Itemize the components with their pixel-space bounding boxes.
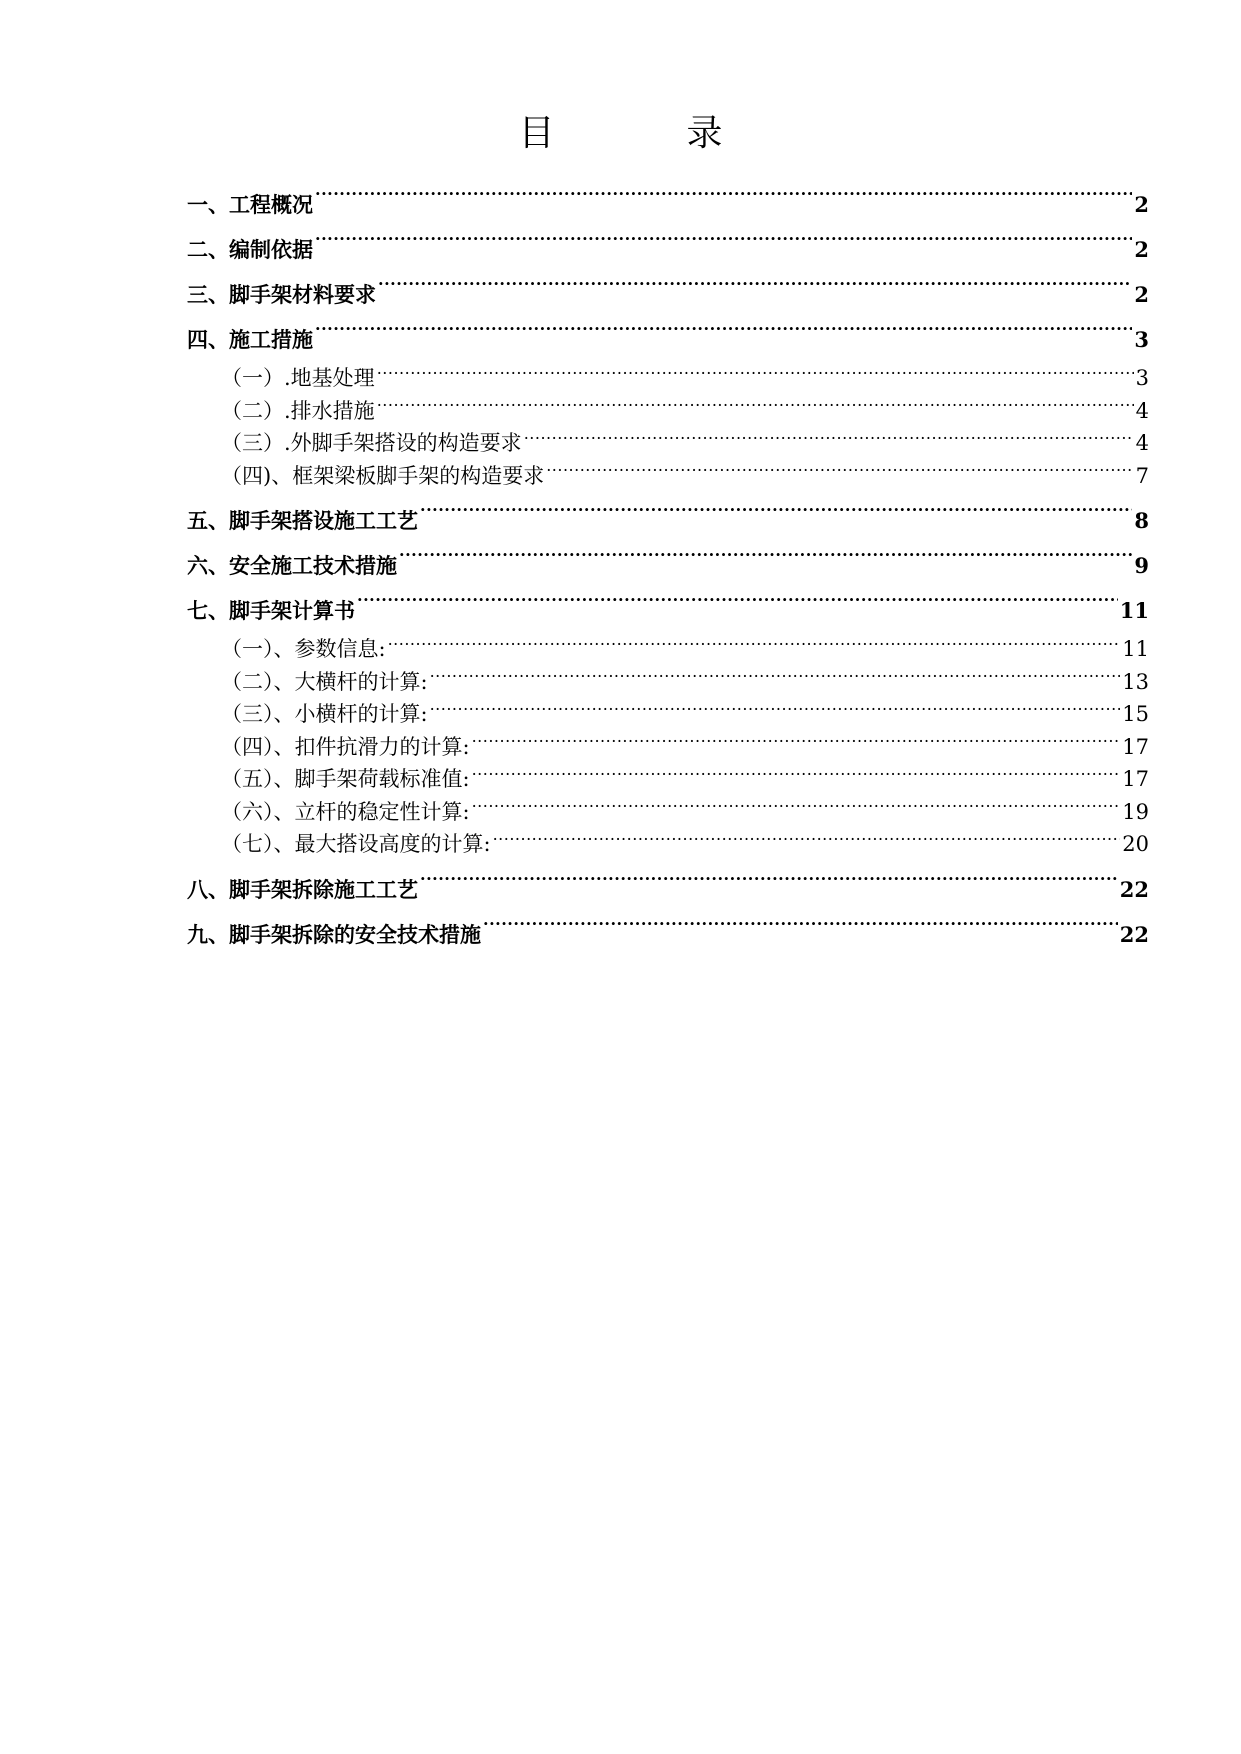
toc-entry-text: 七、脚手架计算书: [187, 598, 355, 623]
toc-subsection-entry[interactable]: [187, 698, 1149, 731]
toc-dot-leader: [315, 236, 1132, 257]
toc-entry-text: 六、安全施工技术措施: [187, 553, 397, 578]
toc-entry-text: （四）、扣件抗滑力的计算:: [221, 734, 470, 759]
toc-dot-leader: [315, 326, 1132, 347]
toc-entry-text: （一）.地基处理: [221, 366, 375, 390]
toc-subsection-entry[interactable]: [187, 362, 1149, 395]
toc-section-entry[interactable]: [187, 588, 1149, 633]
toc-entry-text: 五、脚手架搭设施工工艺: [187, 508, 418, 533]
toc-page-number: 3: [1134, 327, 1149, 352]
toc-subsection-entry[interactable]: [187, 763, 1149, 796]
toc-entry-text: （三）、小横杆的计算:: [221, 702, 428, 726]
toc-page-number: 13: [1122, 669, 1149, 694]
toc-section-entry[interactable]: [187, 912, 1149, 957]
toc-page-number: 2: [1134, 237, 1149, 262]
toc-subsection-entry[interactable]: [187, 427, 1149, 460]
toc-dot-leader: [493, 830, 1121, 851]
toc-page-number: 15: [1122, 702, 1149, 726]
toc-dot-leader: [377, 397, 1134, 418]
toc-dot-leader: [357, 597, 1118, 618]
toc-section-entry[interactable]: [187, 867, 1149, 912]
toc-section-entry[interactable]: [187, 272, 1149, 317]
toc-dot-leader: [399, 552, 1132, 573]
toc-page-number: 7: [1135, 463, 1149, 488]
toc-entry-text: （四)、框架梁板脚手架的构造要求: [221, 463, 545, 488]
toc-page-number: 22: [1119, 876, 1149, 902]
toc-dot-leader: [546, 462, 1133, 483]
table-of-contents: [187, 182, 1149, 957]
toc-page-number: 20: [1122, 832, 1149, 856]
toc-dot-leader: [315, 191, 1132, 212]
toc-page-number: 2: [1134, 282, 1149, 307]
toc-title: 目 录: [518, 113, 771, 154]
toc-entry-text: 二、编制依据: [187, 237, 313, 262]
toc-dot-leader: [378, 281, 1132, 302]
toc-subsection-entry[interactable]: [187, 395, 1149, 428]
toc-section-entry[interactable]: [187, 543, 1149, 588]
toc-section-entry[interactable]: [187, 227, 1149, 272]
toc-entry-text: （二）.排水措施: [221, 398, 375, 423]
toc-dot-leader: [472, 798, 1121, 819]
toc-subsection-entry[interactable]: [187, 731, 1149, 764]
toc-page-number: 4: [1135, 431, 1149, 455]
toc-entry-text: （五）、脚手架荷载标准值:: [221, 767, 470, 791]
toc-page-number: 11: [1119, 598, 1149, 623]
toc-page-number: 17: [1122, 734, 1149, 759]
toc-dot-leader: [524, 429, 1134, 450]
toc-dot-leader: [483, 921, 1118, 942]
toc-subsection-entry[interactable]: [187, 796, 1149, 829]
toc-dot-leader: [420, 507, 1132, 528]
toc-entry-text: 四、施工措施: [187, 327, 313, 352]
toc-dot-leader: [388, 635, 1121, 656]
toc-entry-text: （七）、最大搭设高度的计算:: [221, 832, 491, 856]
toc-entry-text: （六）、立杆的稳定性计算:: [221, 799, 470, 824]
toc-page-number: 4: [1135, 398, 1149, 423]
toc-section-entry[interactable]: [187, 498, 1149, 543]
toc-entry-text: （一）、参数信息:: [221, 637, 386, 661]
toc-page-number: 11: [1122, 637, 1149, 661]
toc-subsection-entry[interactable]: [187, 460, 1149, 493]
toc-section-entry[interactable]: [187, 182, 1149, 227]
toc-page-number: 19: [1122, 799, 1149, 824]
toc-dot-leader: [472, 733, 1121, 754]
toc-dot-leader: [472, 765, 1121, 786]
toc-page-number: 2: [1134, 192, 1149, 217]
toc-page-number: 9: [1134, 553, 1149, 578]
toc-page-number: 3: [1135, 366, 1149, 390]
toc-page-number: 17: [1122, 767, 1149, 791]
toc-section-entry[interactable]: [187, 317, 1149, 362]
toc-dot-leader: [377, 364, 1134, 385]
toc-page-number: 8: [1134, 508, 1149, 533]
toc-page-number: 22: [1119, 921, 1149, 947]
toc-dot-leader: [420, 876, 1118, 897]
toc-subsection-entry[interactable]: [187, 666, 1149, 699]
toc-entry-text: （三）.外脚手架搭设的构造要求: [221, 431, 522, 455]
toc-dot-leader: [430, 700, 1121, 721]
toc-subsection-entry[interactable]: [187, 828, 1149, 861]
toc-entry-text: 八、脚手架拆除施工工艺: [187, 876, 418, 902]
toc-entry-text: 九、脚手架拆除的安全技术措施: [187, 921, 481, 947]
toc-entry-text: 一、工程概况: [187, 192, 313, 217]
toc-entry-text: 三、脚手架材料要求: [187, 282, 376, 307]
toc-subsection-entry[interactable]: [187, 633, 1149, 666]
toc-entry-text: （二）、大横杆的计算:: [221, 669, 428, 694]
toc-dot-leader: [430, 668, 1121, 689]
